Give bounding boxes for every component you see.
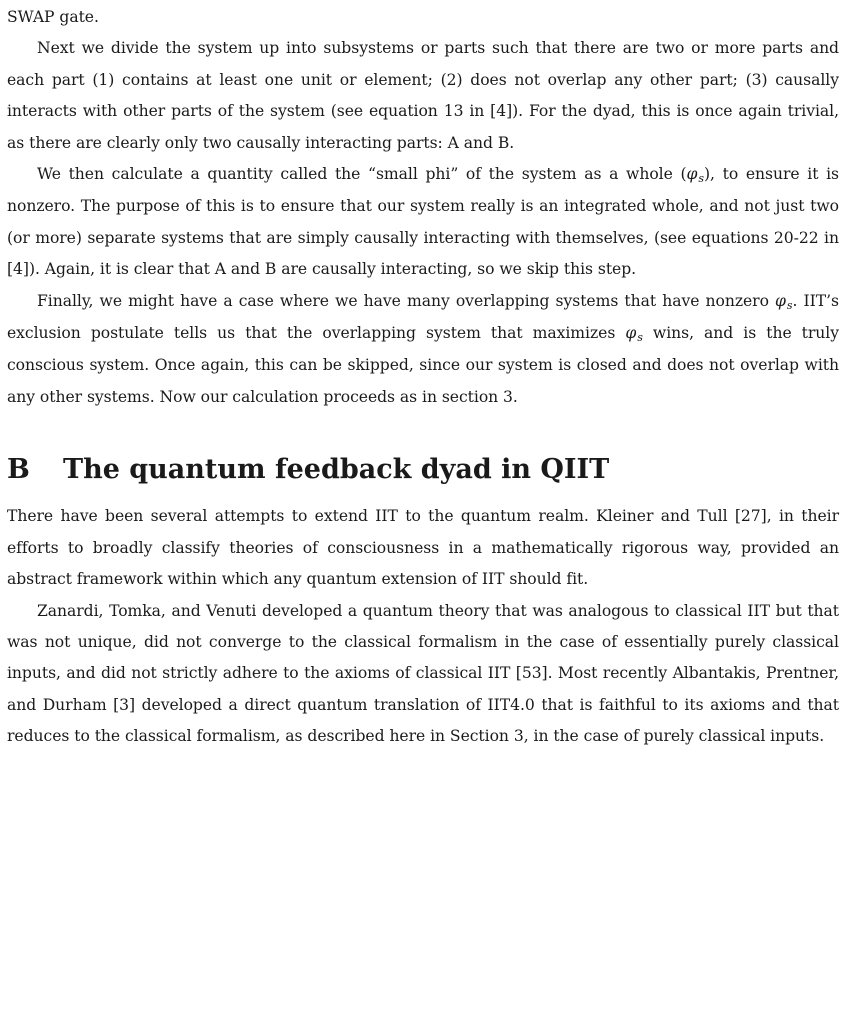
phi-subscript: s xyxy=(786,298,793,312)
phi-subscript: s xyxy=(637,331,643,345)
phi-symbol: φ xyxy=(625,324,637,343)
section-heading xyxy=(7,453,839,487)
exclusion-text-3: wins, and is the truly conscious system. Once again, this can be skipped, since our system is closed and does not overlap with any other systems. Now our calculation proceeds as in section 3. xyxy=(7,324,839,406)
paragraph-small-phi xyxy=(7,159,839,286)
exclusion-text-1: Finally, we might have a case where we have many overlapping systems that have nonzero xyxy=(37,291,776,310)
small-phi-text-2: ), to ensure it is nonzero. The purpose of this is to ensure that our system really is an integrated whole, and not just two (or more) separate systems that are simply causally interacting with themselves, (see equations 20-22 in [4]). Again, it is clear that A and B are causally interacting, so we skip this step. xyxy=(7,165,839,279)
paragraph-exclusion xyxy=(7,286,839,414)
exclusion-text-2: . IIT’s exclusion postulate tells us that the overlapping system that maximizes xyxy=(7,291,839,343)
section-number: B xyxy=(7,454,30,486)
paragraph-subsystems: Next we divide the system up into subsystems or parts such that there are two or more parts and each part (1) contains at least one unit or element; (2) does not overlap any other part; (3) causally interacts with other parts of the system (see equation 13 in [4]). For the dyad, this is once again trivial, as there are clearly only two causally interacting parts: A and B. xyxy=(7,39,839,152)
section-title: The quantum feedback dyad in QIIT xyxy=(63,454,610,486)
paragraph-zanardi: Zanardi, Tomka, and Venuti developed a quantum theory that was analogous to classical IIT but that was not unique, did not converge to the classical formalism in the case of essentially purely classical inputs, and did not strictly adhere to the axioms of classical IIT [53]. Most recently Albantakis, Prentner, and Durham [3] developed a direct quantum translation of IIT4.0 that is faithful to its axioms and that reduces to the classical formalism, as described here in Section 3, in the case of purely classical inputs. xyxy=(7,601,839,746)
paragraph-quantum-attempts: There have been several attempts to extend IIT to the quantum realm. Kleiner and Tull [27], in their efforts to broadly classify theories of consciousness in a mathematically rigorous way, provided an abstract framework within which any quantum extension of IIT should fit. xyxy=(7,507,839,589)
phi-subscript: s xyxy=(698,172,704,186)
phi-symbol: φ xyxy=(775,291,786,310)
document-page xyxy=(7,0,839,753)
phi-symbol: φ xyxy=(686,165,698,184)
small-phi-text-1: We then calculate a quantity called the “small phi” of the system as a whole ( xyxy=(37,165,687,184)
paragraph-swap-gate: SWAP gate. xyxy=(7,8,99,26)
